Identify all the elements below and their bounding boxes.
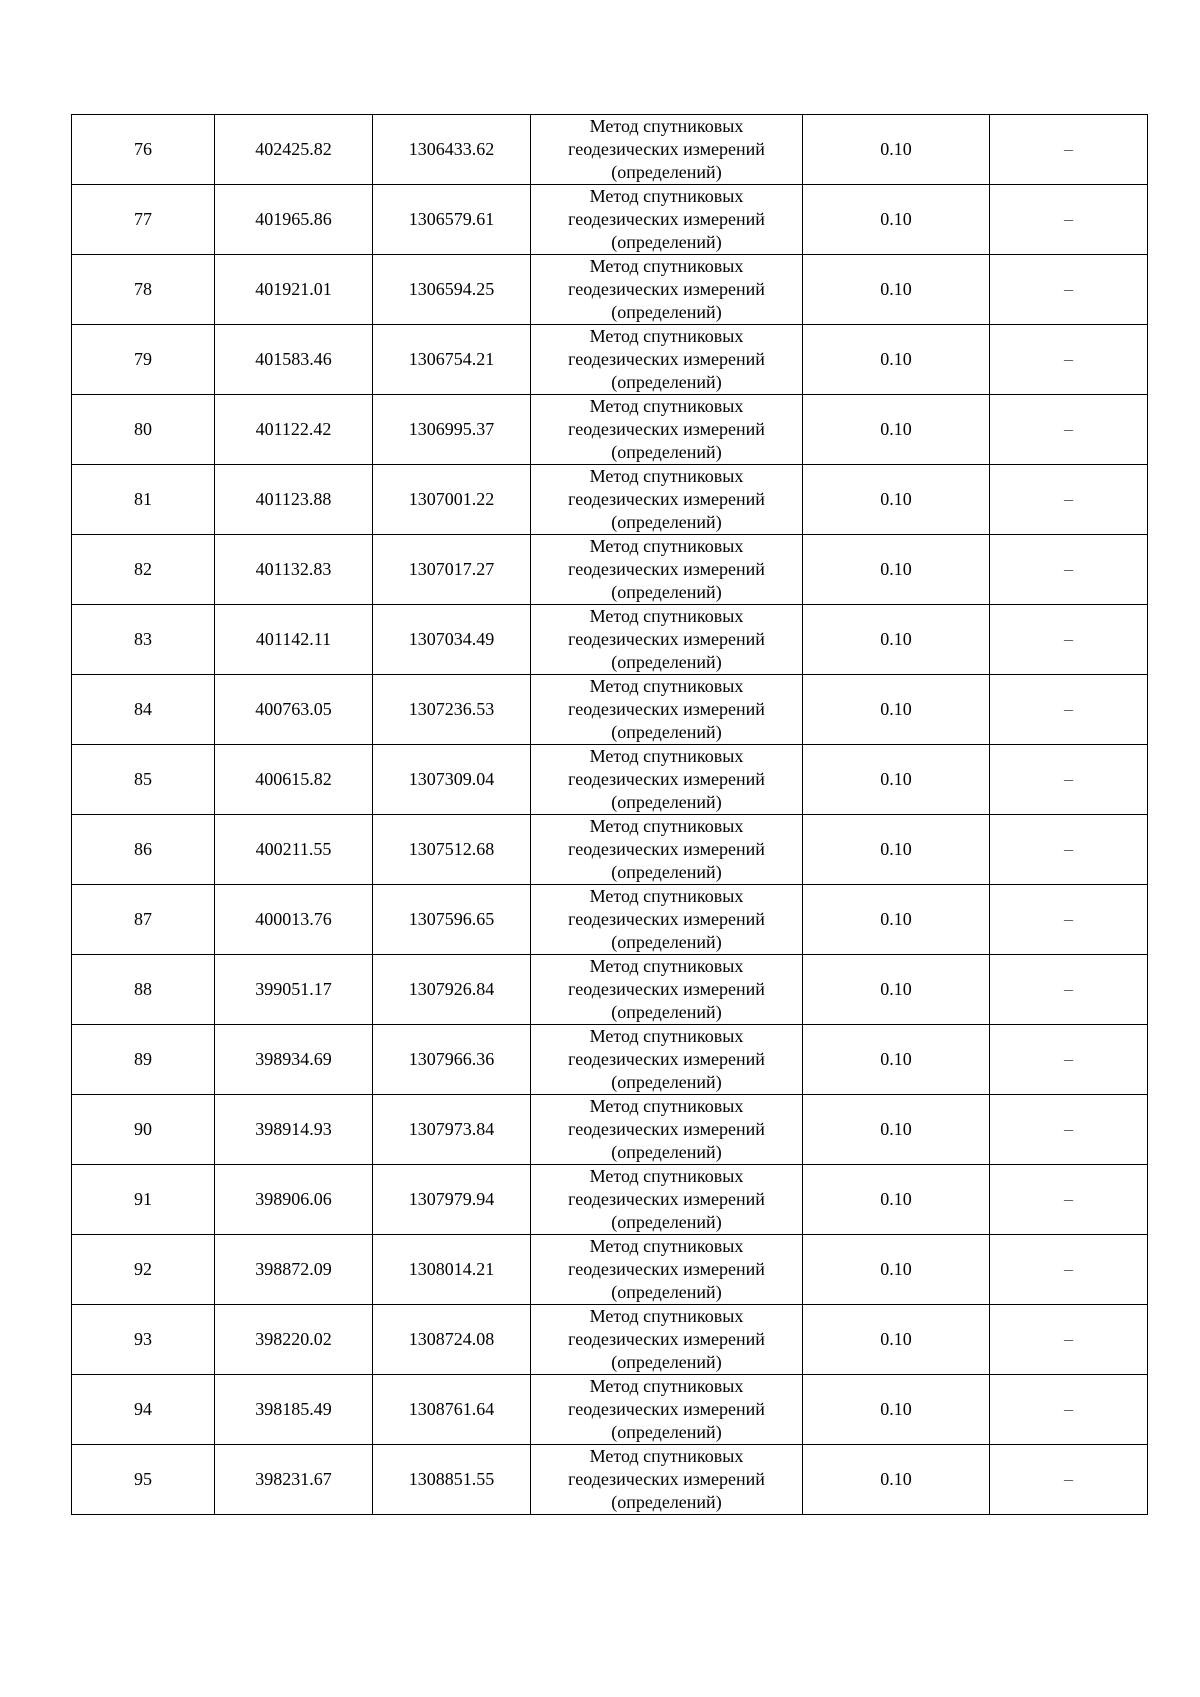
method-line: (определений) bbox=[611, 932, 722, 952]
coordinate-y-cell: 1307512.68 bbox=[373, 815, 531, 885]
coordinate-x-cell: 398220.02 bbox=[215, 1305, 373, 1375]
note-cell: – bbox=[990, 115, 1148, 185]
coordinate-x-cell: 401965.86 bbox=[215, 185, 373, 255]
method-line: (определений) bbox=[611, 372, 722, 392]
point-number-cell: 86 bbox=[72, 815, 215, 885]
point-number-cell: 80 bbox=[72, 395, 215, 465]
method-line: Метод спутниковых bbox=[589, 606, 744, 626]
point-number-cell: 79 bbox=[72, 325, 215, 395]
table-row bbox=[72, 1235, 1148, 1305]
method-line: (определений) bbox=[611, 302, 722, 322]
point-number-cell: 85 bbox=[72, 745, 215, 815]
note-cell: – bbox=[990, 535, 1148, 605]
method-line: (определений) bbox=[611, 1352, 722, 1372]
coordinate-x-cell: 398934.69 bbox=[215, 1025, 373, 1095]
note-cell: – bbox=[990, 1235, 1148, 1305]
method-cell bbox=[531, 1095, 803, 1165]
coordinate-y-cell: 1307034.49 bbox=[373, 605, 531, 675]
point-number-cell: 83 bbox=[72, 605, 215, 675]
coordinate-x-cell: 401583.46 bbox=[215, 325, 373, 395]
accuracy-cell: 0.10 bbox=[803, 605, 990, 675]
point-number-cell: 78 bbox=[72, 255, 215, 325]
table-row bbox=[72, 185, 1148, 255]
coordinate-y-cell: 1306995.37 bbox=[373, 395, 531, 465]
coordinate-y-cell: 1306433.62 bbox=[373, 115, 531, 185]
method-line: Метод спутниковых bbox=[589, 1096, 744, 1116]
coordinate-x-cell: 401122.42 bbox=[215, 395, 373, 465]
table-row bbox=[72, 955, 1148, 1025]
coordinate-y-cell: 1307966.36 bbox=[373, 1025, 531, 1095]
method-line: Метод спутниковых bbox=[589, 676, 744, 696]
table-row bbox=[72, 255, 1148, 325]
note-cell: – bbox=[990, 1095, 1148, 1165]
method-line: геодезических измерений bbox=[568, 279, 765, 299]
method-line: геодезических измерений bbox=[568, 1049, 765, 1069]
table-row bbox=[72, 1305, 1148, 1375]
accuracy-cell: 0.10 bbox=[803, 1235, 990, 1305]
method-cell bbox=[531, 185, 803, 255]
note-cell: – bbox=[990, 815, 1148, 885]
coordinates-table-body bbox=[72, 115, 1148, 1515]
method-line: Метод спутниковых bbox=[589, 956, 744, 976]
coordinate-y-cell: 1306754.21 bbox=[373, 325, 531, 395]
method-line: геодезических измерений bbox=[568, 979, 765, 999]
method-line: Метод спутниковых bbox=[589, 1236, 744, 1256]
method-cell bbox=[531, 465, 803, 535]
note-cell: – bbox=[990, 1375, 1148, 1445]
accuracy-cell: 0.10 bbox=[803, 885, 990, 955]
coordinate-x-cell: 398914.93 bbox=[215, 1095, 373, 1165]
method-line: геодезических измерений bbox=[568, 559, 765, 579]
accuracy-cell: 0.10 bbox=[803, 185, 990, 255]
method-line: (определений) bbox=[611, 1072, 722, 1092]
coordinate-y-cell: 1308761.64 bbox=[373, 1375, 531, 1445]
coordinate-x-cell: 400013.76 bbox=[215, 885, 373, 955]
method-line: геодезических измерений bbox=[568, 419, 765, 439]
table-row bbox=[72, 815, 1148, 885]
method-line: (определений) bbox=[611, 652, 722, 672]
method-line: геодезических измерений bbox=[568, 1399, 765, 1419]
table-row bbox=[72, 675, 1148, 745]
point-number-cell: 95 bbox=[72, 1445, 215, 1515]
note-cell: – bbox=[990, 465, 1148, 535]
method-line: геодезических измерений bbox=[568, 699, 765, 719]
note-cell: – bbox=[990, 885, 1148, 955]
coordinate-y-cell: 1306594.25 bbox=[373, 255, 531, 325]
method-line: геодезических измерений bbox=[568, 1119, 765, 1139]
method-line: (определений) bbox=[611, 582, 722, 602]
method-cell bbox=[531, 745, 803, 815]
coordinate-x-cell: 398231.67 bbox=[215, 1445, 373, 1515]
coordinates-table bbox=[71, 114, 1148, 1515]
method-cell bbox=[531, 1305, 803, 1375]
method-line: Метод спутниковых bbox=[589, 1026, 744, 1046]
coordinate-y-cell: 1308014.21 bbox=[373, 1235, 531, 1305]
method-line: геодезических измерений bbox=[568, 909, 765, 929]
accuracy-cell: 0.10 bbox=[803, 535, 990, 605]
note-cell: – bbox=[990, 1165, 1148, 1235]
method-line: (определений) bbox=[611, 1212, 722, 1232]
method-line: Метод спутниковых bbox=[589, 186, 744, 206]
note-cell: – bbox=[990, 325, 1148, 395]
accuracy-cell: 0.10 bbox=[803, 115, 990, 185]
coordinate-x-cell: 401132.83 bbox=[215, 535, 373, 605]
coordinate-y-cell: 1307973.84 bbox=[373, 1095, 531, 1165]
note-cell: – bbox=[990, 745, 1148, 815]
coordinate-y-cell: 1307309.04 bbox=[373, 745, 531, 815]
table-row bbox=[72, 745, 1148, 815]
method-line: Метод спутниковых bbox=[589, 1166, 744, 1186]
method-cell bbox=[531, 1235, 803, 1305]
table-row bbox=[72, 605, 1148, 675]
method-line: Метод спутниковых bbox=[589, 746, 744, 766]
table-row bbox=[72, 1445, 1148, 1515]
method-cell bbox=[531, 885, 803, 955]
method-line: Метод спутниковых bbox=[589, 536, 744, 556]
point-number-cell: 81 bbox=[72, 465, 215, 535]
accuracy-cell: 0.10 bbox=[803, 1165, 990, 1235]
coordinate-y-cell: 1307017.27 bbox=[373, 535, 531, 605]
method-line: Метод спутниковых bbox=[589, 256, 744, 276]
accuracy-cell: 0.10 bbox=[803, 465, 990, 535]
note-cell: – bbox=[990, 1025, 1148, 1095]
method-cell bbox=[531, 1025, 803, 1095]
accuracy-cell: 0.10 bbox=[803, 1305, 990, 1375]
table-row bbox=[72, 885, 1148, 955]
method-cell bbox=[531, 255, 803, 325]
point-number-cell: 90 bbox=[72, 1095, 215, 1165]
coordinate-x-cell: 400211.55 bbox=[215, 815, 373, 885]
method-line: Метод спутниковых bbox=[589, 816, 744, 836]
table-row bbox=[72, 395, 1148, 465]
coordinate-y-cell: 1307596.65 bbox=[373, 885, 531, 955]
note-cell: – bbox=[990, 255, 1148, 325]
method-cell bbox=[531, 1165, 803, 1235]
method-line: Метод спутниковых bbox=[589, 116, 744, 136]
method-cell bbox=[531, 675, 803, 745]
method-line: (определений) bbox=[611, 1422, 722, 1442]
method-cell bbox=[531, 115, 803, 185]
coordinate-x-cell: 398185.49 bbox=[215, 1375, 373, 1445]
method-line: геодезических измерений bbox=[568, 769, 765, 789]
accuracy-cell: 0.10 bbox=[803, 955, 990, 1025]
method-line: (определений) bbox=[611, 442, 722, 462]
method-line: геодезических измерений bbox=[568, 1329, 765, 1349]
note-cell: – bbox=[990, 605, 1148, 675]
method-line: (определений) bbox=[611, 1002, 722, 1022]
accuracy-cell: 0.10 bbox=[803, 1375, 990, 1445]
method-line: (определений) bbox=[611, 1282, 722, 1302]
table-row bbox=[72, 1165, 1148, 1235]
coordinate-x-cell: 399051.17 bbox=[215, 955, 373, 1025]
point-number-cell: 93 bbox=[72, 1305, 215, 1375]
table-row bbox=[72, 325, 1148, 395]
method-line: геодезических измерений bbox=[568, 489, 765, 509]
note-cell: – bbox=[990, 1305, 1148, 1375]
coordinate-y-cell: 1307236.53 bbox=[373, 675, 531, 745]
method-line: (определений) bbox=[611, 232, 722, 252]
note-cell: – bbox=[990, 955, 1148, 1025]
method-line: Метод спутниковых bbox=[589, 1446, 744, 1466]
method-line: Метод спутниковых bbox=[589, 326, 744, 346]
point-number-cell: 77 bbox=[72, 185, 215, 255]
method-line: Метод спутниковых bbox=[589, 396, 744, 416]
coordinate-y-cell: 1307979.94 bbox=[373, 1165, 531, 1235]
accuracy-cell: 0.10 bbox=[803, 395, 990, 465]
table-row bbox=[72, 535, 1148, 605]
coordinate-x-cell: 402425.82 bbox=[215, 115, 373, 185]
coordinate-y-cell: 1307926.84 bbox=[373, 955, 531, 1025]
method-line: геодезических измерений bbox=[568, 629, 765, 649]
accuracy-cell: 0.10 bbox=[803, 675, 990, 745]
method-cell bbox=[531, 605, 803, 675]
table-row bbox=[72, 1025, 1148, 1095]
method-line: (определений) bbox=[611, 1492, 722, 1512]
table-row bbox=[72, 1095, 1148, 1165]
table-row bbox=[72, 465, 1148, 535]
method-line: Метод спутниковых bbox=[589, 1376, 744, 1396]
point-number-cell: 84 bbox=[72, 675, 215, 745]
coordinate-x-cell: 401123.88 bbox=[215, 465, 373, 535]
point-number-cell: 87 bbox=[72, 885, 215, 955]
method-line: геодезических измерений bbox=[568, 349, 765, 369]
note-cell: – bbox=[990, 395, 1148, 465]
coordinate-y-cell: 1306579.61 bbox=[373, 185, 531, 255]
method-line: (определений) bbox=[611, 162, 722, 182]
method-cell bbox=[531, 325, 803, 395]
method-line: (определений) bbox=[611, 512, 722, 532]
coordinate-y-cell: 1308724.08 bbox=[373, 1305, 531, 1375]
point-number-cell: 88 bbox=[72, 955, 215, 1025]
method-line: (определений) bbox=[611, 792, 722, 812]
coordinate-x-cell: 401142.11 bbox=[215, 605, 373, 675]
point-number-cell: 89 bbox=[72, 1025, 215, 1095]
accuracy-cell: 0.10 bbox=[803, 815, 990, 885]
method-line: геодезических измерений bbox=[568, 839, 765, 859]
coordinate-x-cell: 400763.05 bbox=[215, 675, 373, 745]
method-line: геодезических измерений bbox=[568, 1189, 765, 1209]
accuracy-cell: 0.10 bbox=[803, 325, 990, 395]
note-cell: – bbox=[990, 675, 1148, 745]
point-number-cell: 94 bbox=[72, 1375, 215, 1445]
method-line: Метод спутниковых bbox=[589, 886, 744, 906]
coordinate-y-cell: 1307001.22 bbox=[373, 465, 531, 535]
table-row bbox=[72, 1375, 1148, 1445]
point-number-cell: 91 bbox=[72, 1165, 215, 1235]
method-line: геодезических измерений bbox=[568, 1469, 765, 1489]
accuracy-cell: 0.10 bbox=[803, 255, 990, 325]
method-cell bbox=[531, 535, 803, 605]
method-line: (определений) bbox=[611, 722, 722, 742]
accuracy-cell: 0.10 bbox=[803, 1025, 990, 1095]
accuracy-cell: 0.10 bbox=[803, 1095, 990, 1165]
method-cell bbox=[531, 955, 803, 1025]
note-cell: – bbox=[990, 1445, 1148, 1515]
accuracy-cell: 0.10 bbox=[803, 745, 990, 815]
method-line: Метод спутниковых bbox=[589, 466, 744, 486]
coordinate-x-cell: 401921.01 bbox=[215, 255, 373, 325]
method-line: Метод спутниковых bbox=[589, 1306, 744, 1326]
method-line: геодезических измерений bbox=[568, 209, 765, 229]
point-number-cell: 82 bbox=[72, 535, 215, 605]
method-cell bbox=[531, 815, 803, 885]
coordinate-x-cell: 398872.09 bbox=[215, 1235, 373, 1305]
accuracy-cell: 0.10 bbox=[803, 1445, 990, 1515]
method-line: (определений) bbox=[611, 1142, 722, 1162]
point-number-cell: 92 bbox=[72, 1235, 215, 1305]
table-row bbox=[72, 115, 1148, 185]
note-cell: – bbox=[990, 185, 1148, 255]
method-cell bbox=[531, 1375, 803, 1445]
coordinate-x-cell: 398906.06 bbox=[215, 1165, 373, 1235]
coordinate-x-cell: 400615.82 bbox=[215, 745, 373, 815]
method-cell bbox=[531, 395, 803, 465]
method-line: (определений) bbox=[611, 862, 722, 882]
method-cell bbox=[531, 1445, 803, 1515]
coordinate-y-cell: 1308851.55 bbox=[373, 1445, 531, 1515]
method-line: геодезических измерений bbox=[568, 139, 765, 159]
point-number-cell: 76 bbox=[72, 115, 215, 185]
method-line: геодезических измерений bbox=[568, 1259, 765, 1279]
